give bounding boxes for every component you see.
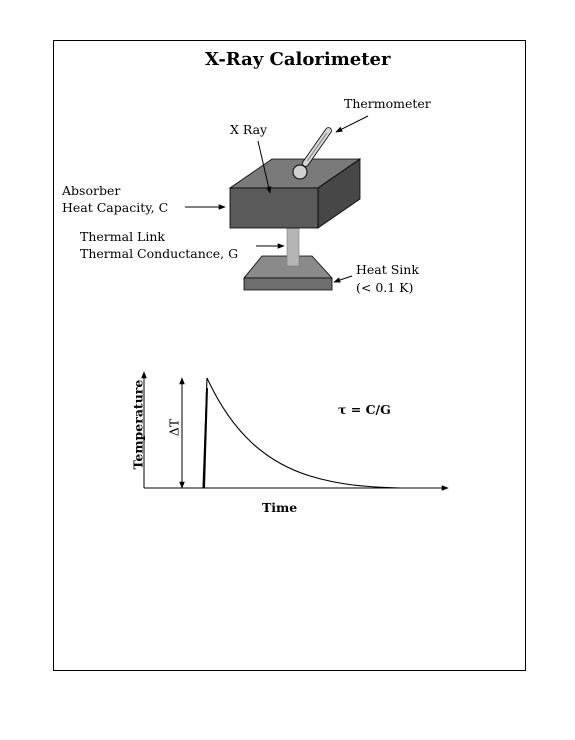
delta-t-label: ΔT <box>166 418 182 437</box>
temperature-pulse-curve <box>203 378 400 488</box>
absorber-front <box>230 188 318 228</box>
heat-sink-front <box>244 278 332 290</box>
heat-capacity-label: Heat Capacity, C <box>62 200 169 215</box>
thermal-link <box>287 226 299 266</box>
time-constant-formula: τ = C/G <box>338 402 391 417</box>
absorber-label: Absorber <box>62 183 121 198</box>
figure-title: X-Ray Calorimeter <box>205 49 391 70</box>
thermometer-arrow <box>336 116 368 132</box>
xray-label: X Ray <box>230 122 268 137</box>
heat-sink-arrow <box>334 276 352 282</box>
heat-sink-temp-label: (< 0.1 K) <box>356 280 414 295</box>
thermometer-label: Thermometer <box>344 96 431 111</box>
x-axis-label: Time <box>262 500 298 515</box>
thermometer-bulb <box>293 165 307 179</box>
thermal-conductance-label: Thermal Conductance, G <box>80 246 239 261</box>
heat-sink-label: Heat Sink <box>356 262 419 277</box>
thermal-link-label: Thermal Link <box>80 229 165 244</box>
y-axis-label: Temperature <box>130 379 146 470</box>
temperature-plot <box>144 372 448 488</box>
